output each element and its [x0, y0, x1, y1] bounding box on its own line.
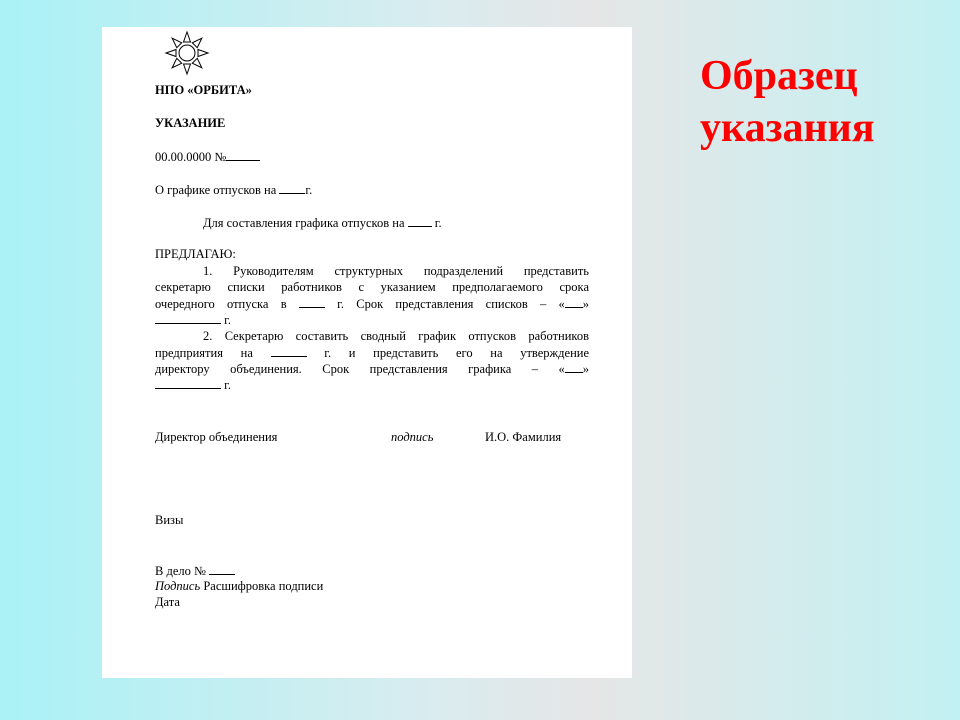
year-blank	[279, 182, 305, 194]
preamble-prefix: Для составления графика отпусков на	[203, 216, 405, 230]
visas-label: Визы	[155, 513, 184, 527]
file-note-label: В дело №	[155, 564, 206, 578]
signature-label: Подпись	[155, 579, 201, 593]
file-number-blank	[209, 563, 235, 575]
doc-type: УКАЗАНИЕ	[155, 116, 226, 130]
month-blank	[155, 312, 221, 324]
document-page	[102, 27, 632, 678]
item1-line3	[155, 296, 589, 312]
slide-title-line2: указания	[700, 105, 875, 151]
day-blank	[565, 296, 583, 308]
subject-suffix: г.	[305, 183, 313, 197]
item1-line3-part1: очередного отпуска в	[155, 297, 287, 311]
slide-title-line1: Образец	[700, 53, 858, 99]
item2-line2	[155, 345, 589, 361]
item1-line2: секретарю списки работников с указанием предполагаемого срока	[155, 280, 589, 294]
item2-line4	[155, 377, 231, 393]
month-blank	[155, 377, 221, 389]
item1-year-suffix: г.	[224, 313, 231, 327]
preamble	[203, 215, 442, 231]
item1-line4	[155, 312, 231, 328]
signer-name: И.О. Фамилия	[485, 430, 562, 444]
signature-line	[155, 579, 323, 594]
item2-line3-part2: »	[582, 362, 589, 376]
signature: подпись	[391, 430, 434, 444]
year-blank	[271, 345, 307, 357]
item2-line3	[155, 361, 589, 377]
item1-line3-part3: »	[582, 297, 589, 311]
item2-line3-part1: директору объединения. Срок представления графика – «	[155, 362, 565, 376]
item2-year-suffix: г.	[224, 378, 231, 392]
signature-decode: Расшифровка подписи	[203, 579, 324, 593]
item2-line2-part1: предприятия на	[155, 346, 253, 360]
subject-prefix: О графике отпусков на	[155, 183, 277, 197]
item2-line1: 2. Секретарю составить сводный график отпусков работников	[203, 329, 589, 343]
number-blank	[226, 149, 260, 161]
org-name: НПО «ОРБИТА»	[155, 83, 252, 97]
item1-line3-part2: г. Срок представления списков – «	[337, 297, 565, 311]
doc-date-number	[155, 149, 260, 165]
year-blank	[408, 215, 432, 227]
day-blank	[565, 361, 583, 373]
item2-line2-part2: г. и представить его на утверждение	[324, 346, 590, 360]
signer-title: Директор объединения	[155, 430, 278, 444]
propose-heading: ПРЕДЛАГАЮ:	[155, 247, 236, 261]
doc-subject	[155, 182, 312, 198]
preamble-suffix: г.	[434, 216, 442, 230]
slide-title	[700, 50, 950, 154]
file-note	[155, 563, 235, 579]
year-blank	[299, 296, 325, 308]
item1-line1: 1. Руководителям структурных подразделений представить	[203, 264, 589, 278]
sun-icon	[164, 30, 210, 76]
date-number-label: 00.00.0000 №	[155, 150, 227, 164]
date-label: Дата	[155, 595, 180, 609]
